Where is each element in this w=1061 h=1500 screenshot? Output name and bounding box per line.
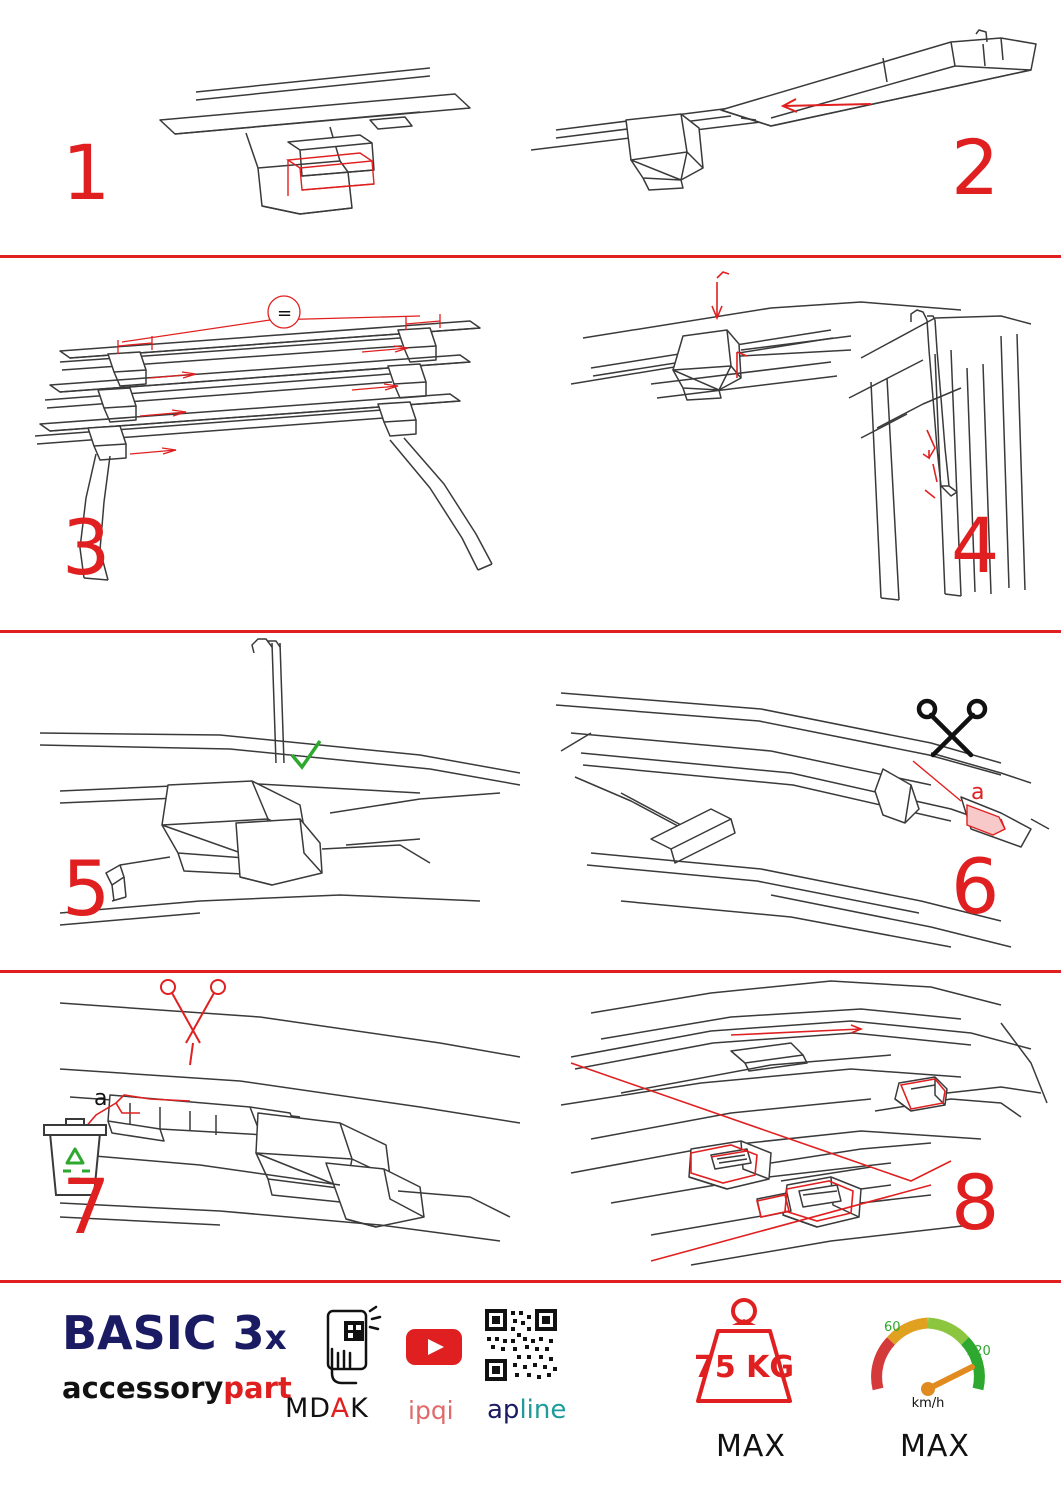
label-a-step-6: a: [971, 780, 985, 805]
mdak-logo-text-c: K: [350, 1393, 369, 1424]
apline-logo-text-b: line: [519, 1395, 567, 1425]
step-panel-3: [0, 258, 530, 630]
step-number-5: 5: [62, 844, 109, 933]
mdak-logo: [285, 1393, 369, 1424]
step-panel-8: [531, 973, 1061, 1280]
speed-unit: km/h: [911, 1396, 945, 1411]
footer-bar: [0, 1283, 1061, 1500]
step-row-1: [0, 0, 1061, 258]
step-number-1: 1: [62, 128, 109, 217]
weight-value: 75 KG: [693, 1350, 795, 1385]
product-multiplier: x: [264, 1318, 287, 1358]
scissors-icon: [919, 701, 985, 755]
apline-logo: [487, 1395, 566, 1425]
step-number-7: 7: [62, 1162, 109, 1251]
weight-icon: [674, 1297, 814, 1413]
step-row-2: [0, 258, 1061, 633]
youtube-play-icon[interactable]: [404, 1325, 464, 1369]
weight-max-label: MAX: [716, 1429, 786, 1464]
step-panel-5: [0, 633, 530, 970]
step-panel-1: [0, 0, 530, 255]
step-number-8: 8: [951, 1158, 998, 1247]
step-panel-6: [531, 633, 1061, 970]
company-name-second: part: [223, 1371, 292, 1405]
ipqi-logo: ipqi: [408, 1396, 454, 1425]
product-title: [62, 1306, 292, 1360]
hand-holding-phone-qr-icon: [312, 1305, 396, 1389]
step-number-2: 2: [951, 123, 998, 212]
label-a-step-7: a: [94, 1086, 108, 1111]
company-name-first: accessory: [62, 1371, 224, 1405]
step-panel-7: [0, 973, 530, 1280]
brand-block: [62, 1306, 292, 1405]
apline-logo-text-a: ap: [487, 1395, 520, 1425]
step-panel-4: [531, 258, 1061, 630]
speed-max-label: MAX: [900, 1429, 970, 1464]
product-name: BASIC 3: [62, 1306, 265, 1360]
step-row-4: [0, 973, 1061, 1283]
scissors-icon: [161, 980, 225, 1065]
step-row-3: [0, 633, 1061, 973]
step-number-6: 6: [951, 842, 998, 931]
gauge-max: 120: [966, 1344, 991, 1359]
company-name: [62, 1371, 292, 1405]
speedometer-icon: [858, 1297, 998, 1413]
gauge-min: 60: [884, 1320, 901, 1335]
qr-code-icon[interactable]: [483, 1307, 559, 1383]
step-number-4: 4: [951, 501, 998, 590]
mdak-logo-text-a: MD: [285, 1393, 331, 1424]
step-panel-2: [531, 0, 1061, 255]
mdak-logo-text-b: A: [330, 1393, 351, 1424]
step-number-3: 3: [62, 503, 109, 592]
equal-symbol: =: [277, 303, 293, 324]
